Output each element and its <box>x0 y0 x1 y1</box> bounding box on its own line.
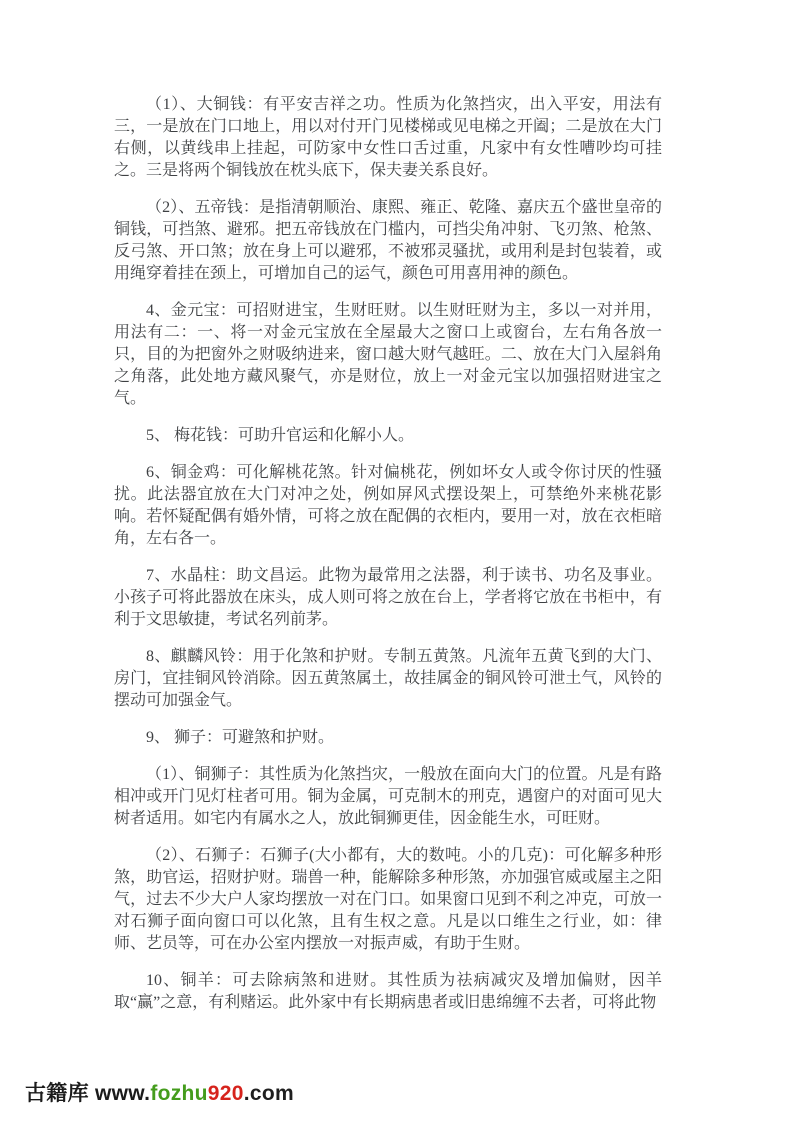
watermark-site-name: 古籍库 <box>25 1082 89 1105</box>
page-body <box>114 94 662 1029</box>
body-paragraph: 8、麒麟风铃：用于化煞和护财。专制五黄煞。凡流年五黄飞到的大门、房门，宜挂铜风铃消除。因五黄煞属土，故挂属金的铜风铃可泄土气，风铃的摆动可加强金气。 <box>114 648 662 709</box>
watermark-number: 920 <box>207 1082 244 1105</box>
body-paragraph: 7、水晶柱：助文昌运。此物为最常用之法器，利于读书、功名及事业。小孩子可将此器放在床头，成人则可将之放在台上，学者将它放在书柜中，有利于文思敏捷，考试名列前茅。 <box>114 567 662 628</box>
watermark-tld: .com <box>243 1082 294 1105</box>
body-paragraph: （2）、五帝钱：是指清朝顺治、康熙、雍正、乾隆、嘉庆五个盛世皇帝的铜钱，可挡煞、避邪。把五帝钱放在门槛内，可挡尖角冲射、飞刃煞、枪煞、反弓煞、开口煞；放在身上可以避邪，不被邪灵骚扰，或用利是封包装着，或用绳穿着挂在颈上，可增加自己的运气，颜色可用喜用神的颜色。 <box>114 199 662 282</box>
watermark-www: www. <box>88 1082 151 1105</box>
body-paragraph: （1）、大铜钱：有平安吉祥之功。性质为化煞挡灾，出入平安，用法有三，一是放在门口地上，用以对付开门见楼梯或见电梯之开阖；二是放在大门右侧，以黄线串上挂起，可防家中女性口舌过重，凡家中有女性嘈吵均可挂之。三是将两个铜钱放在枕头底下，保夫妻关系良好。 <box>114 96 662 179</box>
body-paragraph: 10、铜羊：可去除病煞和进财。其性质为祛病减灾及增加偏财，因羊取“赢”之意，有利赌运。此外家中有长期病患者或旧患绵缠不去者，可将此物 <box>114 972 662 1011</box>
body-paragraph: 6、铜金鸡：可化解桃花煞。针对偏桃花，例如坏女人或令你讨厌的性骚扰。此法器宜放在大门对冲之处，例如屏风式摆设架上，可禁绝外来桃花影响。若怀疑配偶有婚外情，可将之放在配偶的衣柜内，要用一对，放在衣柜暗角，左右各一。 <box>114 464 662 547</box>
body-paragraph: 9、 狮子：可避煞和护财。 <box>146 729 335 746</box>
body-paragraph: 4、金元宝：可招财进宝，生财旺财。以生财旺财为主，多以一对并用，用法有二：一、将一对金元宝放在全屋最大之窗口上或窗台，左右角各放一只，目的为把窗外之财吸纳进来，窗口越大财气越旺。二、放在大门入屋斜角之角落，此处地方藏风聚气，亦是财位，放上一对金元宝以加强招财进宝之气。 <box>114 302 662 407</box>
body-paragraph: （2）、石狮子：石狮子(大小都有，大的数吨。小的几克)：可化解多种形煞，助官运，招财护财。瑞兽一种，能解除多种形煞，亦加强官威或屋主之阳气，过去不少大户人家均摆放一对在门口。如果窗口见到不利之冲克，可放一对石狮子面向窗口可以化煞，且有生权之意。凡是以口维生之行业，如：律师、艺员等，可在办公室内摆放一对振声威，有助于生财。 <box>114 847 662 952</box>
body-paragraph: 5、 梅花钱：可助升官运和化解小人。 <box>146 427 415 444</box>
watermark-brand: fozhu <box>150 1082 208 1105</box>
body-paragraph: （1）、铜狮子：其性质为化煞挡灾，一般放在面向大门的位置。凡是有路相冲或开门见灯柱者可用。铜为金属，可克制木的刑克，遇窗户的对面可见大树者适用。如宅内有属水之人，放此铜狮更佳，因金能生水，可旺财。 <box>114 766 662 827</box>
site-watermark <box>25 1081 294 1107</box>
